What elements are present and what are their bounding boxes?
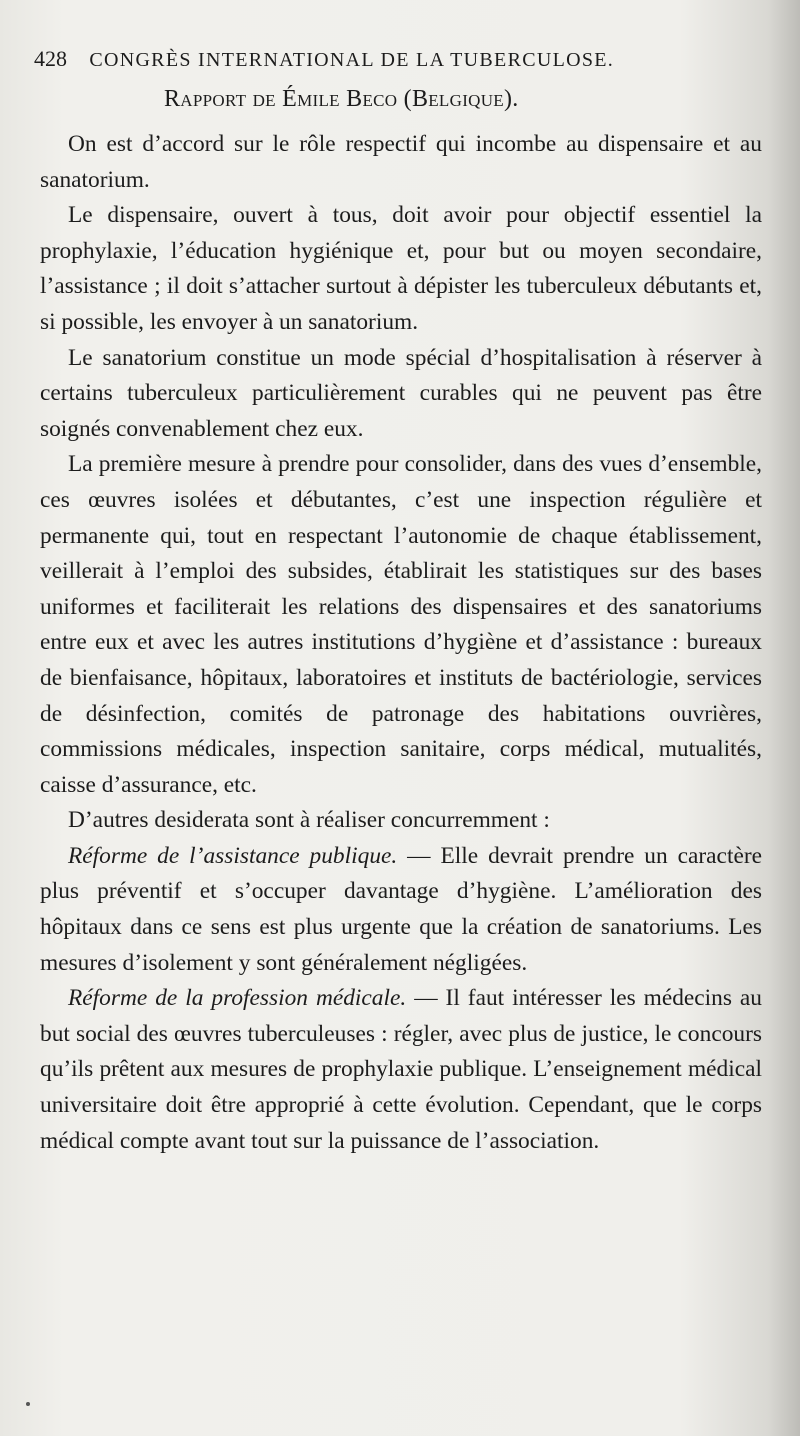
ink-speck [26, 1402, 30, 1406]
reform-heading: Réforme de l’assistance publique. [68, 842, 398, 869]
running-title: CONGRÈS INTERNATIONAL DE LA TUBERCULOSE. [89, 49, 615, 71]
paragraph-dispensaire: Le dispensaire, ouvert à tous, doit avoir pour objectif essentiel la prophylaxie, l’éducation hygiénique et, pour but ou moyen secondaire, l’assistance ; il doit s’attacher surtout à dépister les tuberculeux débutants et, si possible, les envoyer à un sanatorium. [40, 202, 762, 335]
paragraph-accord: On est d’accord sur le rôle respectif qui incombe au dispensaire et au sanatorium. [40, 131, 762, 193]
paragraph-inspection: La première mesure à prendre pour consolider, dans des vues d’ensemble, ces œuvres isolées et débutantes, c’est une inspection régulière et permanente qui, tout en respectant l’autonomie de chaque établissement, veillerait à l’emploi des subsides, établirait les statistiques sur des bases uniformes et faciliterait les relations des dispensaires et des sanatoriums entre eux et avec les autres institutions d’hygiène et d’assistance : bureaux de bienfaisance, hôpitaux, laboratoires et instituts de bactériologie, services de désinfection, comités de patronage des habitations ouvrières, commissions médicales, inspection sanitaire, corps médical, mutualités, caisse d’assurance, etc. [40, 451, 762, 798]
paragraph-reform-assistance [40, 839, 762, 981]
running-header [34, 46, 674, 72]
body-text [40, 127, 762, 1159]
paragraph-sanatorium: Le sanatorium constitue un mode spécial d’hospitalisation à réserver à certains tuberculeux particulièrement curables qui ne peuvent pas être soignés convenablement chez eux. [40, 344, 762, 442]
reform-heading: Réforme de la profession médicale. [68, 985, 407, 1012]
paragraph-reform-medical [40, 981, 762, 1159]
report-title-text: Rapport de Émile Beco (Belgique). [164, 86, 519, 112]
reform-text: — Il faut intéresser les médecins au but social des œuvres tuberculeuses : régler, avec plus de justice, le concours qu’ils prêtent aux mesures de prophylaxie publique. L’enseignement médical universitaire doit être approprié à cette évolution. Cependant, que le corps médical compte avant tout sur la puissance de l’association. [40, 985, 763, 1154]
reform-text: — Elle devrait prendre un caractère plus préventif et s’occuper davantage d’hygiène. L’amélioration des hôpitaux dans ce sens est plus urgente que la création de sanatoriums. Les mesures d’isolement y sont généralement négligées. [40, 842, 762, 976]
page-number: 428 [34, 46, 67, 71]
report-title [164, 86, 519, 113]
paragraph-desiderata: D’autres desiderata sont à réaliser concurremment : [68, 807, 550, 834]
